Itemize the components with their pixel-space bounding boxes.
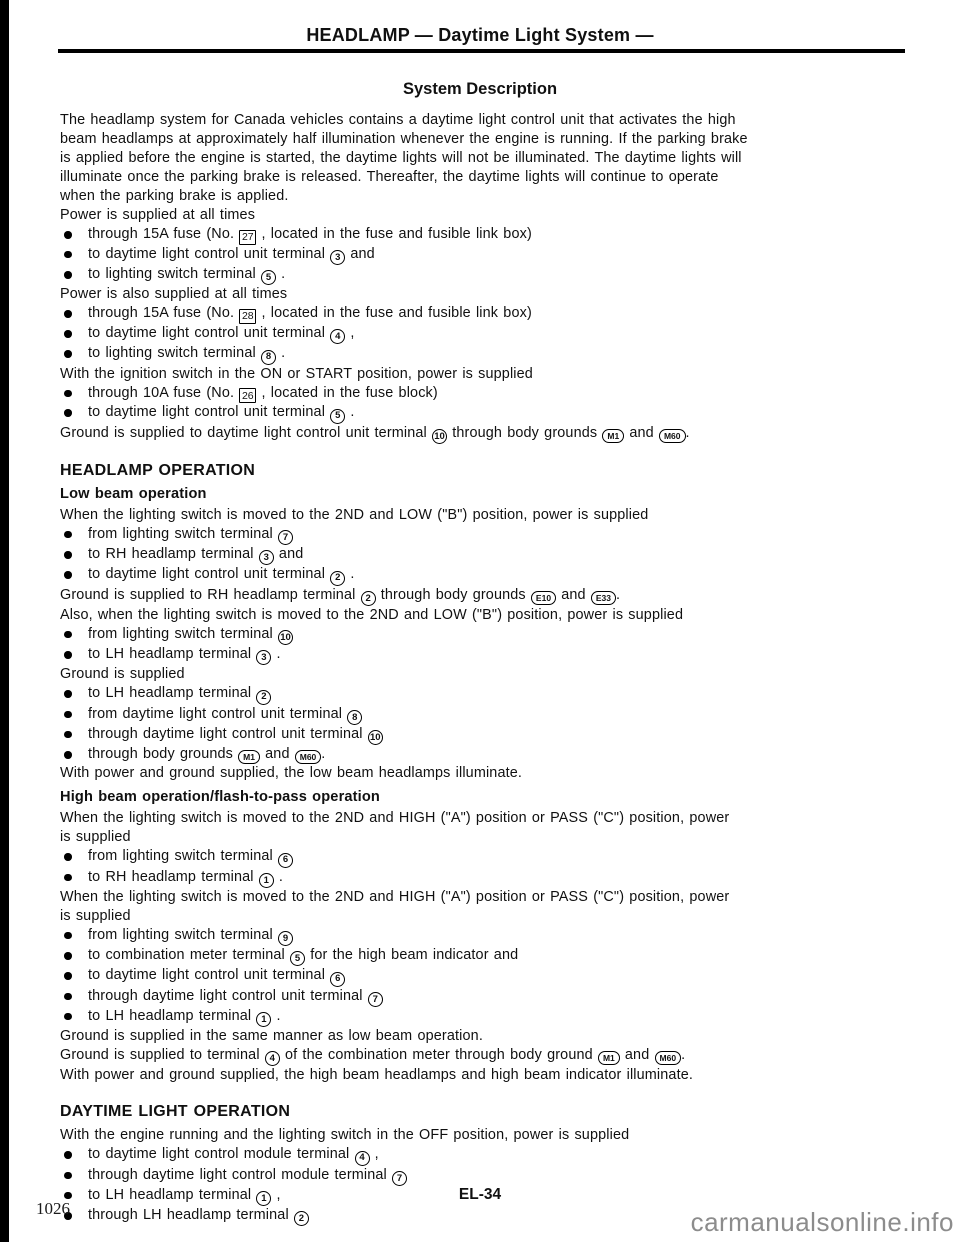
- text-run: With power and ground supplied, the high beam headlamps and high beam indicator illuminate.: [60, 1067, 694, 1084]
- bullet-text: [88, 265, 285, 285]
- bullet-text: [88, 384, 438, 404]
- bullet-item: [60, 946, 905, 966]
- bullet-icon: [60, 745, 88, 764]
- text-run: through 10A fuse (No.: [88, 384, 240, 401]
- terminal-number-badge: 1: [259, 873, 274, 888]
- text-run: Ground is supplied: [60, 666, 185, 683]
- bullet-text: [88, 225, 532, 245]
- text-run: is supplied: [60, 829, 131, 846]
- text-run: and: [345, 245, 375, 262]
- sub-heading: Low beam operation: [60, 485, 207, 502]
- bullet-icon: [60, 344, 88, 364]
- bullet-text: [88, 926, 293, 946]
- text-run: Ground is supplied to RH headlamp terminal: [60, 586, 361, 603]
- bullet-text: [88, 525, 293, 545]
- bullet-item: [60, 684, 905, 704]
- terminal-number-badge: 8: [347, 710, 362, 725]
- bullet-text: [88, 565, 355, 585]
- watermark-text: carmanualsonline.info: [690, 1207, 954, 1237]
- bullet-item: [60, 525, 905, 545]
- text-run: ,: [271, 1186, 281, 1203]
- bullet-text: [88, 966, 345, 986]
- text-run: through body grounds: [447, 424, 603, 441]
- bullet-icon: [60, 324, 88, 344]
- text-run: .: [273, 868, 284, 885]
- terminal-number-badge: 5: [330, 409, 345, 424]
- bullet-text: [88, 625, 293, 645]
- bullet-text: [88, 304, 532, 324]
- ground-connector-badge: M1: [598, 1051, 620, 1065]
- ground-connector-badge: M60: [655, 1051, 682, 1065]
- text-run: to lighting switch terminal: [88, 345, 261, 362]
- text-run: from lighting switch terminal: [88, 848, 279, 865]
- bullet-icon: [60, 265, 88, 285]
- terminal-number-badge: 7: [278, 530, 293, 545]
- fuse-number-badge: 26: [239, 388, 256, 403]
- text-run: .: [685, 424, 690, 441]
- paragraph: [60, 586, 905, 606]
- terminal-number-badge: 10: [368, 730, 383, 745]
- bullet-icon: [60, 225, 88, 245]
- text-run: ,: [369, 1146, 379, 1163]
- ground-connector-badge: E33: [591, 591, 616, 605]
- terminal-number-badge: 2: [330, 571, 345, 586]
- bullet-icon: [60, 545, 88, 565]
- text-run: through 15A fuse (No.: [88, 305, 240, 322]
- doc-section-title: System Description: [402, 80, 558, 98]
- terminal-number-badge: 2: [361, 591, 376, 606]
- text-run: Power is supplied at all times: [60, 207, 256, 223]
- text-run: to daytime light control unit terminal: [88, 245, 331, 262]
- bullet-text: [88, 1007, 281, 1027]
- page-header-title: HEADLAMP — Daytime Light System —: [306, 25, 654, 45]
- text-run: Power is also supplied at all times: [60, 286, 288, 303]
- text-run: through body grounds: [375, 586, 531, 603]
- text-run: .: [345, 404, 355, 421]
- bullet-item: [60, 225, 905, 245]
- bullet-icon: [60, 245, 88, 265]
- terminal-number-badge: 5: [290, 951, 305, 966]
- text-run: When the lighting switch is moved to the 2ND and HIGH ("A") position or PASS ("C") position, power: [60, 888, 730, 905]
- text-run: and: [259, 746, 295, 762]
- bullet-text: [88, 645, 281, 665]
- text-run: When the lighting switch is moved to the 2ND and HIGH ("A") position or PASS ("C") position, power: [60, 810, 730, 827]
- scan-edge-band: [0, 0, 9, 1242]
- terminal-number-badge: 7: [392, 1171, 407, 1186]
- bullet-icon: [60, 868, 88, 888]
- bullet-item: [60, 1007, 905, 1027]
- bullet-text: [88, 403, 355, 423]
- bullet-icon: [60, 645, 88, 665]
- bullet-item: [60, 265, 905, 285]
- bullet-icon: [60, 926, 88, 946]
- bullet-icon: [60, 946, 88, 966]
- bullet-item: [60, 384, 905, 404]
- page-code: EL-34: [458, 1186, 502, 1203]
- bullet-item: [60, 1166, 905, 1186]
- bullet-item: [60, 545, 905, 565]
- ground-connector-badge: M1: [238, 750, 260, 764]
- text-run: to LH headlamp terminal: [88, 1186, 257, 1203]
- text-run: beam headlamps at approximately half illumination whenever the engine is running. If the parking brake: [60, 131, 748, 147]
- text-run: through daytime light control module terminal: [88, 1166, 393, 1183]
- bullet-item: [60, 868, 905, 888]
- terminal-number-badge: 3: [259, 550, 274, 565]
- text-run: is applied before the engine is started, the daytime lights will not be illuminated. The daytime lights will: [60, 150, 742, 166]
- paragraph: [60, 606, 905, 625]
- paragraph: [60, 809, 905, 847]
- bullet-icon: [60, 304, 88, 324]
- text-run: through LH headlamp terminal: [88, 1207, 294, 1223]
- terminal-number-badge: 1: [256, 1012, 271, 1027]
- text-run: to daytime light control module terminal: [88, 1146, 355, 1163]
- text-run: to daytime light control unit terminal: [88, 325, 331, 341]
- paragraph: [60, 365, 905, 384]
- text-run: to daytime light control unit terminal: [88, 967, 331, 984]
- terminal-number-badge: 8: [261, 350, 276, 365]
- text-run: .: [681, 1047, 686, 1063]
- bullet-icon: [60, 1007, 88, 1027]
- terminal-number-badge: 1: [256, 1191, 271, 1206]
- text-run: When the lighting switch is moved to the 2ND and LOW ("B") position, power is supplied: [60, 506, 649, 523]
- bullet-icon: [60, 565, 88, 585]
- text-run: of the combination meter through body ground: [279, 1047, 598, 1063]
- terminal-number-badge: 3: [256, 650, 271, 665]
- bullet-text: [88, 245, 375, 265]
- paragraph: [60, 206, 905, 225]
- document-body: [60, 111, 905, 1226]
- bullet-item: [60, 245, 905, 265]
- terminal-number-badge: 6: [330, 972, 345, 987]
- ground-connector-badge: M1: [602, 429, 624, 443]
- bullet-text: [88, 545, 303, 565]
- bullet-item: [60, 324, 905, 344]
- bullet-item: [60, 625, 905, 645]
- bullet-text: [88, 1206, 309, 1226]
- bullet-item: [60, 1145, 905, 1165]
- paragraph: [60, 424, 905, 444]
- bullet-item: [60, 403, 905, 423]
- text-run: to daytime light control unit terminal: [88, 566, 331, 583]
- bullet-icon: [60, 987, 88, 1007]
- text-run: from lighting switch terminal: [88, 926, 279, 943]
- bullet-text: [88, 946, 518, 966]
- bullet-icon: [60, 705, 88, 725]
- bullet-item: [60, 745, 905, 764]
- bullet-item: [60, 987, 905, 1007]
- text-run: for the high beam indicator and: [305, 947, 519, 963]
- bullet-item: [60, 645, 905, 665]
- text-run: .: [271, 646, 281, 662]
- bullet-icon: [60, 525, 88, 545]
- bullet-item: [60, 725, 905, 745]
- section-heading: DAYTIME LIGHT OPERATION: [60, 1103, 291, 1121]
- bullet-icon: [60, 684, 88, 704]
- ground-connector-badge: E10: [531, 591, 556, 605]
- bullet-text: [88, 684, 271, 704]
- text-run: to lighting switch terminal: [88, 266, 261, 282]
- text-run: , located in the fuse and fusible link box): [256, 226, 532, 242]
- section-heading: HEADLAMP OPERATION: [60, 461, 256, 479]
- text-run: to RH headlamp terminal: [88, 868, 259, 885]
- bullet-item: [60, 565, 905, 585]
- text-run: from lighting switch terminal: [88, 625, 279, 642]
- paragraph: [60, 285, 905, 304]
- bullet-icon: [60, 725, 88, 745]
- text-run: .: [615, 586, 621, 603]
- text-run: when the parking brake is applied.: [60, 188, 289, 204]
- header-rule-divider: [58, 49, 905, 53]
- bullet-item: [60, 304, 905, 324]
- text-run: through daytime light control unit terminal: [88, 987, 368, 1004]
- fuse-number-badge: 27: [239, 230, 256, 245]
- terminal-number-badge: 2: [294, 1211, 309, 1226]
- bullet-item: [60, 966, 905, 986]
- bullet-item: [60, 344, 905, 364]
- bullet-text: [88, 324, 355, 344]
- text-run: With the ignition switch in the ON or START position, power is supplied: [60, 365, 533, 382]
- terminal-number-badge: 7: [368, 992, 383, 1007]
- text-run: through daytime light control unit terminal: [88, 725, 368, 742]
- text-run: and: [624, 424, 659, 441]
- paragraph: [60, 764, 905, 783]
- text-run: from lighting switch terminal: [88, 525, 279, 542]
- terminal-number-badge: 10: [278, 630, 293, 645]
- bullet-icon: [60, 966, 88, 986]
- text-run: .: [345, 566, 355, 583]
- text-run: and: [556, 586, 591, 603]
- text-run: , located in the fuse block): [256, 384, 438, 401]
- paragraph: [60, 665, 905, 684]
- text-run: to LH headlamp terminal: [88, 1007, 257, 1024]
- fuse-number-badge: 28: [239, 309, 256, 324]
- text-run: .: [275, 345, 286, 362]
- bullet-item: [60, 847, 905, 867]
- bullet-icon: [60, 1145, 88, 1165]
- text-run: to RH headlamp terminal: [88, 546, 259, 562]
- text-run: to LH headlamp terminal: [88, 646, 257, 662]
- paragraph: [60, 1046, 905, 1066]
- terminal-number-badge: 4: [330, 329, 345, 344]
- text-run: to daytime light control unit terminal: [88, 404, 331, 421]
- text-run: The headlamp system for Canada vehicles contains a daytime light control unit that activates the high: [60, 112, 736, 128]
- text-run: is supplied: [60, 907, 131, 924]
- text-run: Ground is supplied in the same manner as low beam operation.: [60, 1028, 483, 1044]
- terminal-number-badge: 4: [355, 1151, 370, 1166]
- paragraph: [60, 506, 905, 525]
- text-run: .: [275, 266, 286, 282]
- terminal-number-badge: 2: [256, 690, 271, 705]
- paragraph: [60, 1027, 905, 1046]
- bullet-text: [88, 705, 362, 725]
- text-run: through 15A fuse (No.: [88, 226, 240, 242]
- paragraph: [60, 888, 905, 926]
- sub-heading: High beam operation/flash-to-pass operation: [60, 789, 381, 806]
- bullet-text: [88, 344, 285, 364]
- terminal-number-badge: 10: [432, 429, 447, 444]
- text-run: .: [321, 746, 326, 762]
- bullet-icon: [60, 847, 88, 867]
- ground-connector-badge: M60: [659, 429, 686, 443]
- terminal-number-badge: 4: [265, 1051, 280, 1066]
- bullet-icon: [60, 403, 88, 423]
- paragraph: [60, 1126, 905, 1145]
- bullet-text: [88, 1166, 407, 1186]
- text-run: With power and ground supplied, the low beam headlamps illuminate.: [60, 765, 523, 782]
- terminal-number-badge: 5: [261, 270, 276, 285]
- bullet-text: [88, 987, 383, 1007]
- text-run: to LH headlamp terminal: [88, 685, 257, 702]
- text-run: .: [271, 1007, 281, 1024]
- text-run: Also, when the lighting switch is moved to the 2ND and LOW ("B") position, power is supplied: [60, 606, 684, 623]
- page-number: 1026: [36, 1199, 70, 1218]
- terminal-number-badge: 6: [278, 853, 293, 868]
- bullet-text: [88, 1145, 379, 1165]
- ground-connector-badge: M60: [295, 750, 322, 764]
- bullet-icon: [60, 384, 88, 404]
- text-run: from daytime light control unit terminal: [88, 705, 348, 722]
- bullet-item: [60, 926, 905, 946]
- bullet-text: [88, 868, 283, 888]
- text-run: through body grounds: [88, 746, 239, 762]
- bullet-text: [88, 725, 383, 745]
- terminal-number-badge: 3: [330, 250, 345, 265]
- text-run: illuminate once the parking brake is released. Thereafter, the daytime lights will continue to operate: [60, 169, 719, 185]
- text-run: to combination meter terminal: [88, 947, 291, 963]
- text-run: and: [273, 546, 304, 562]
- text-run: Ground is supplied to daytime light control unit terminal: [60, 424, 433, 441]
- text-run: , located in the fuse and fusible link box): [256, 305, 532, 322]
- text-run: With the engine running and the lighting switch in the OFF position, power is supplied: [60, 1127, 630, 1144]
- paragraph: [60, 1066, 905, 1085]
- text-run: ,: [345, 325, 355, 341]
- paragraph: [60, 111, 905, 206]
- bullet-text: [88, 745, 325, 764]
- terminal-number-badge: 9: [278, 931, 293, 946]
- bullet-text: [88, 847, 293, 867]
- bullet-icon: [60, 625, 88, 645]
- bullet-icon: [60, 1166, 88, 1186]
- text-run: and: [619, 1047, 655, 1063]
- text-run: Ground is supplied to terminal: [60, 1047, 265, 1063]
- bullet-item: [60, 705, 905, 725]
